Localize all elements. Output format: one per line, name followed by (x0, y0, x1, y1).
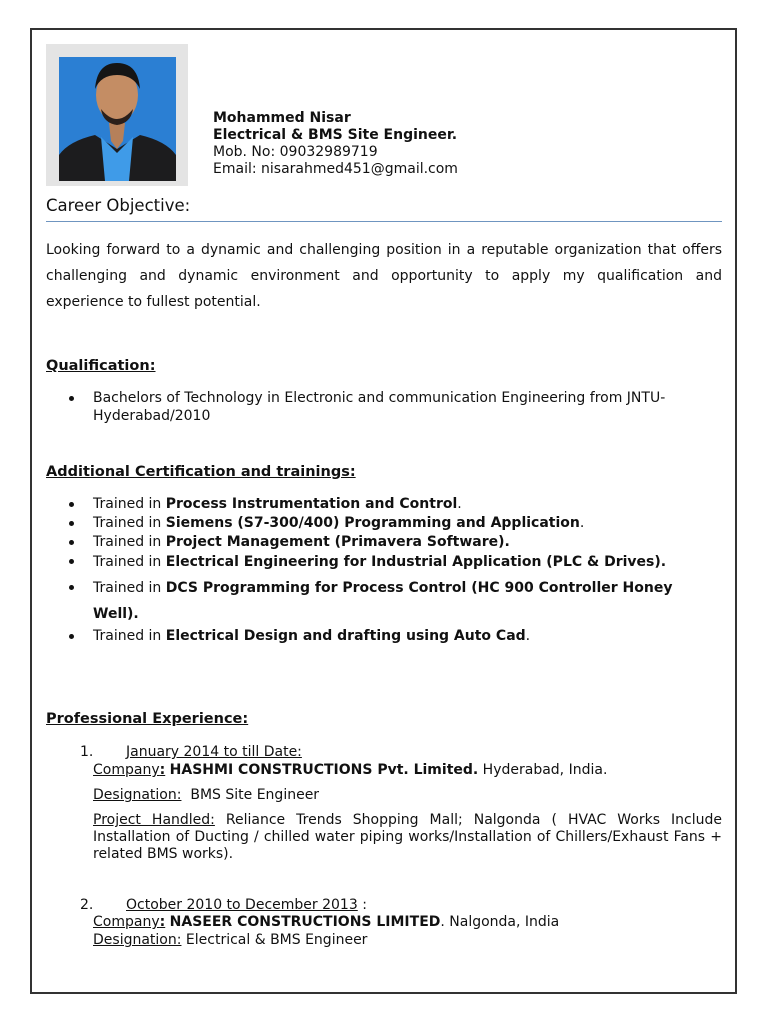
section-divider (46, 221, 722, 222)
list-item: Trained in Project Management (Primavera Software). (93, 533, 723, 552)
profile-photo (46, 44, 188, 186)
job-period: 2. October 2010 to December 2013 : (80, 897, 367, 913)
candidate-name: Mohammed Nisar (213, 110, 351, 126)
certifications-heading: Additional Certification and trainings: (46, 464, 356, 480)
email-address: Email: nisarahmed451@gmail.com (213, 161, 458, 177)
list-item: Trained in Siemens (S7-300/400) Programming and Application. (93, 514, 723, 533)
career-objective-text: Looking forward to a dynamic and challenging position in a reputable organization that offers challenging and dynamic environment and opportunity to apply my qualification and experience to fullest potential. (46, 242, 722, 310)
job-period: 1. January 2014 to till Date: (80, 744, 302, 760)
mobile-number: Mob. No: 09032989719 (213, 144, 378, 160)
qualification-heading: Qualification: (46, 358, 156, 374)
list-item: Bachelors of Technology in Electronic and communication Engineering from JNTU-Hyderabad/2010 (93, 389, 723, 425)
job-company: Company: NASEER CONSTRUCTIONS LIMITED. Nalgonda, India (93, 914, 560, 930)
job-project: Project Handled: Reliance Trends Shopping Mall; Nalgonda ( HVAC Works Include Installation of Ducting / chilled water piping works/Installation of Chillers/Exhaust Fans + related BMS works). (93, 812, 722, 862)
list-item: Trained in Electrical Engineering for Industrial Application (PLC & Drives). (93, 549, 723, 575)
list-item: Trained in Process Instrumentation and Control. (93, 495, 723, 514)
person-photo-icon (59, 57, 176, 181)
job-designation: Designation: BMS Site Engineer (93, 787, 320, 803)
qualification-list (46, 389, 723, 425)
candidate-role: Electrical & BMS Site Engineer. (213, 127, 458, 143)
contact-header (213, 110, 458, 178)
certifications-list (46, 495, 723, 646)
list-item: Trained in DCS Programming for Process Control (HC 900 Controller Honey Well). (93, 575, 723, 627)
job-designation: Designation: Electrical & BMS Engineer (93, 932, 368, 948)
job-company: Company: HASHMI CONSTRUCTIONS Pvt. Limited. Hyderabad, India. (93, 762, 608, 778)
career-objective-heading: Career Objective: (46, 196, 191, 215)
list-item: Trained in Electrical Design and drafting using Auto Cad. (93, 627, 723, 646)
experience-heading: Professional Experience: (46, 711, 249, 727)
